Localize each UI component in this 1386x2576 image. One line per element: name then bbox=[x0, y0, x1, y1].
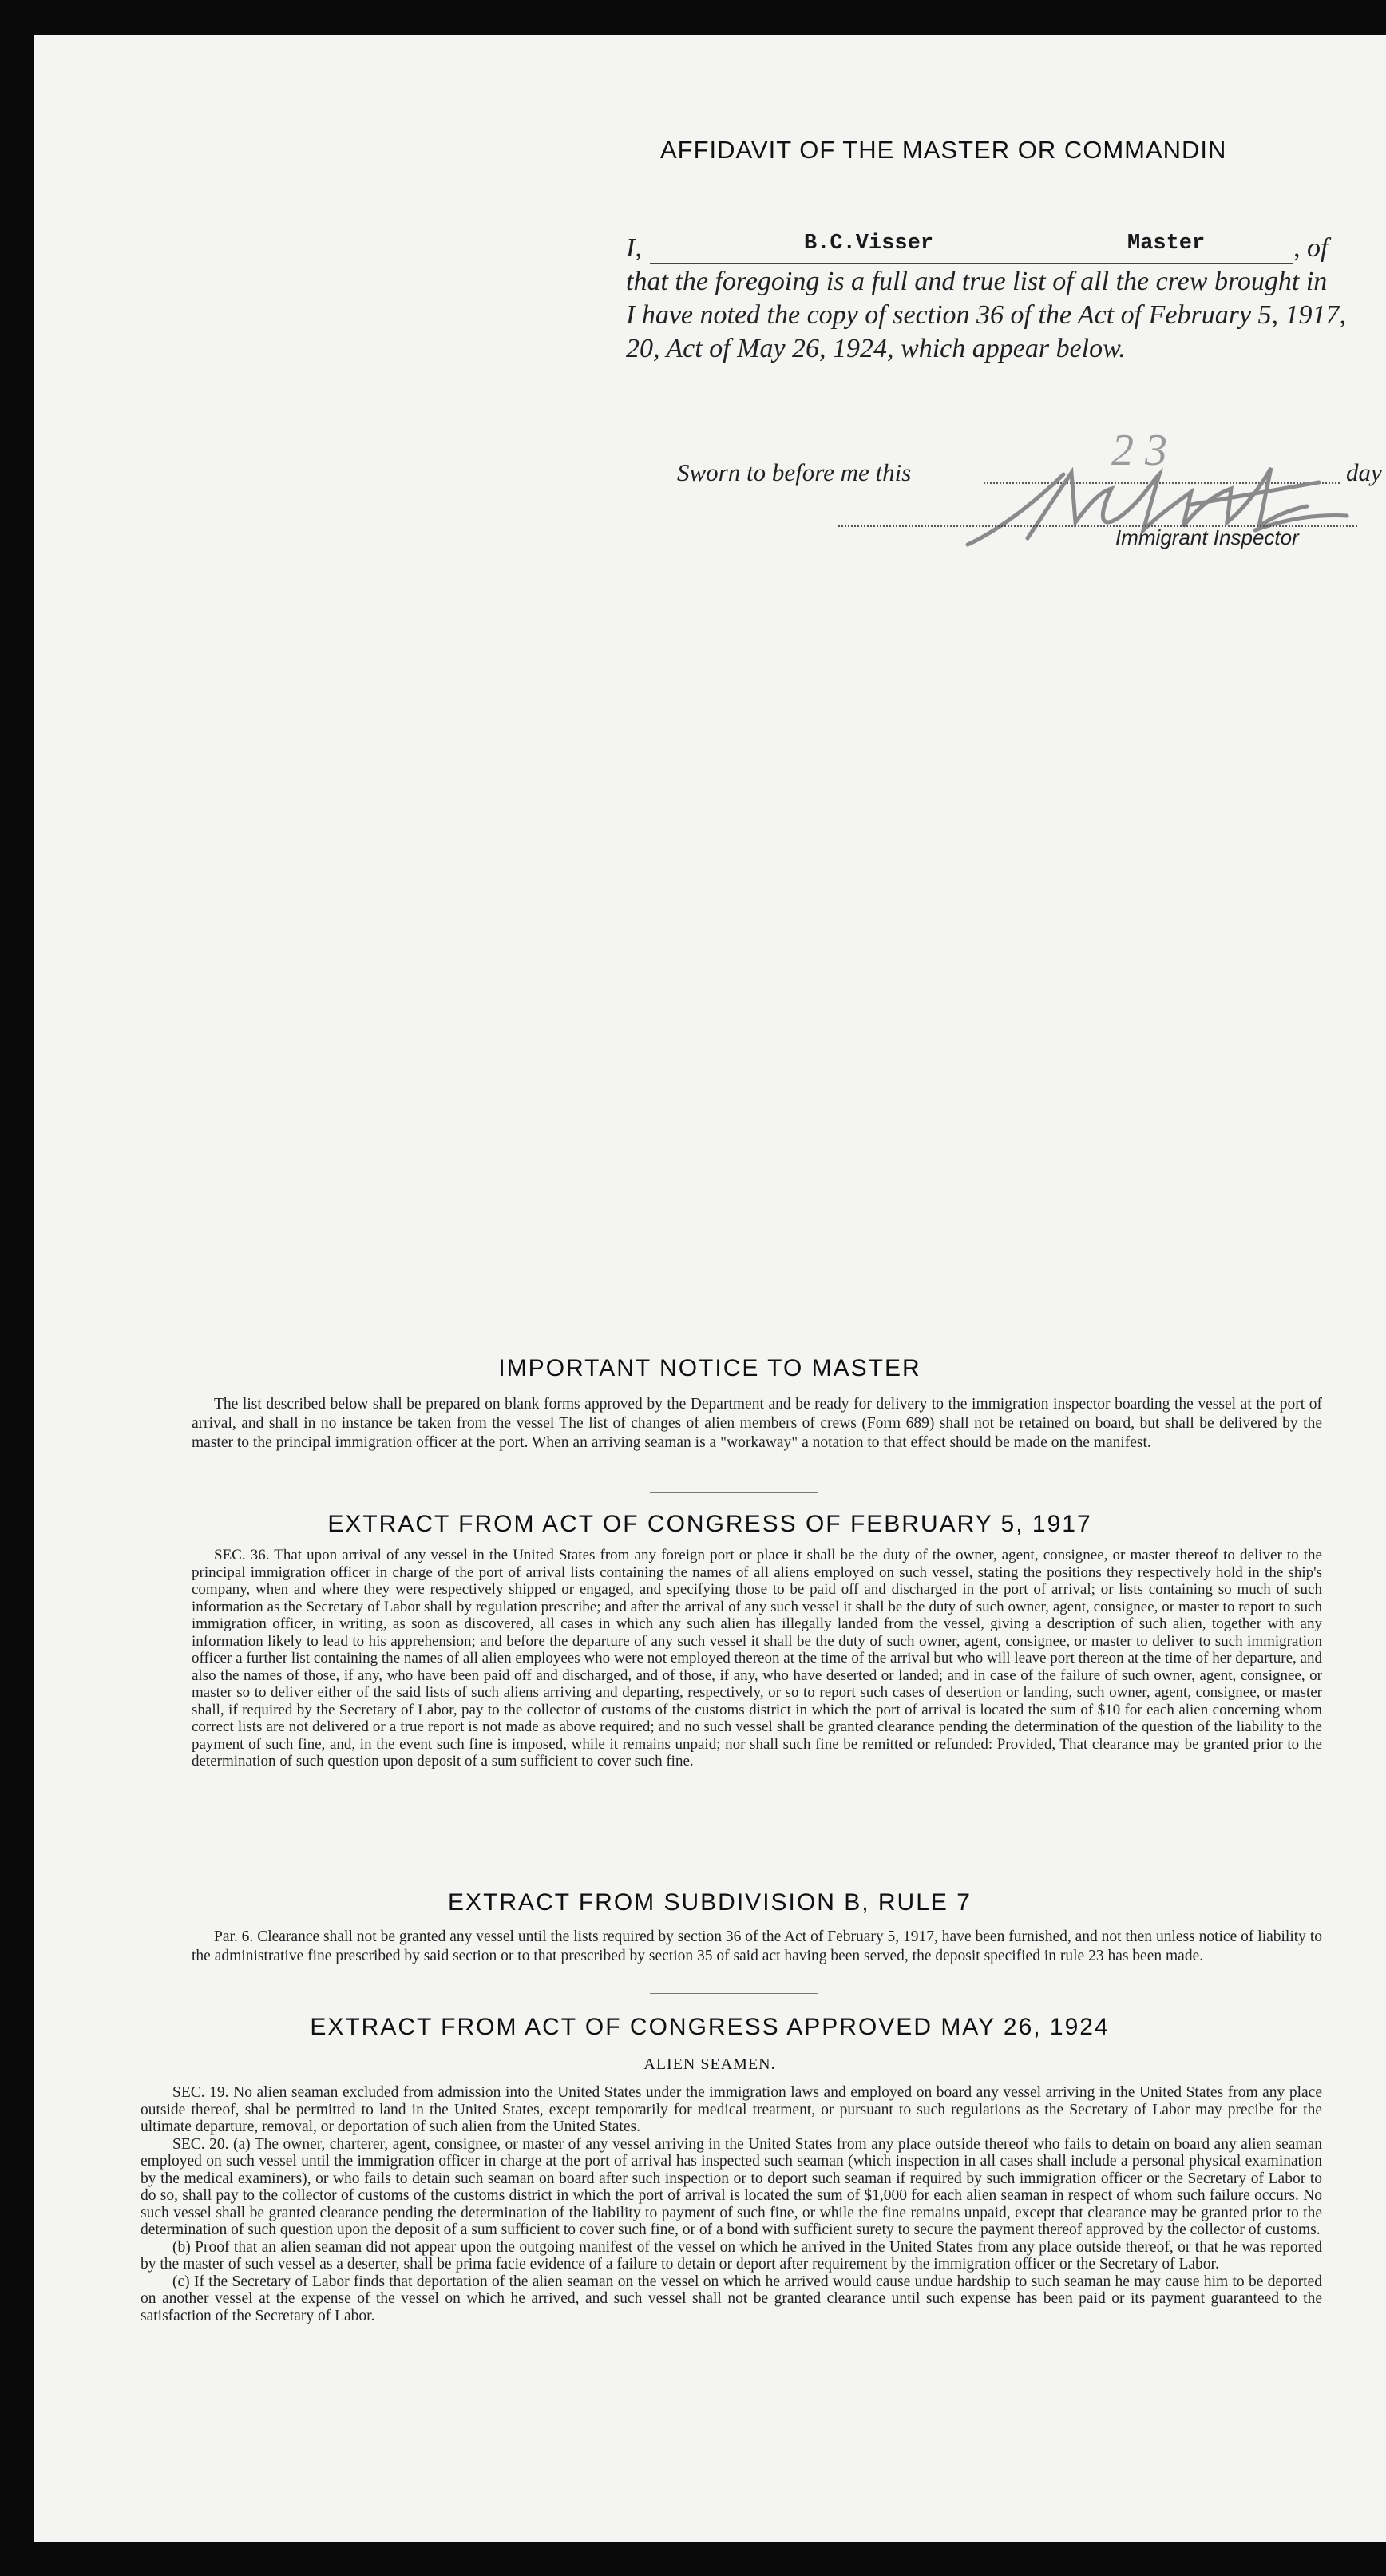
act-1924-paragraph: SEC. 20. (a) The owner, charterer, agent, consignee, or master of any vessel arriving in the United States from any place outside thereof who fails to detain on board any alien seaman employed on such vessel until the immigration officer in charge at the port of arrival has inspected such seaman (which inspection in all cases shall include a personal physical examination by the medical examiners), or who fails to detain such seaman on board after such inspection or to deport such seaman if required by such immigration officer or the Secretary of Labor to do so, shall pay to the collector of customs of the customs district in which the port of arrival is located the sum of $1,000 for each alien seaman in respect of whom such failure occurs. No such vessel shall be granted clearance pending the determination of the liability to payment of such fine, or while the fine remains unpaid, except that clearance may be granted prior to the determination of such question upon the deposit of a sum sufficient to cover such fine, or of a bond with sufficient surety to secure the payment thereof approved by the collector of customs. bbox=[141, 2135, 1322, 2238]
section-divider bbox=[650, 1993, 818, 1994]
day-text: day bbox=[1346, 458, 1382, 486]
affidavit-line2: that the foregoing is a full and true list of all the crew brought in bbox=[626, 267, 1328, 296]
document-page bbox=[34, 35, 1386, 2542]
master-name: B.C.Visser bbox=[804, 232, 934, 256]
act-1924-paragraph: (b) Proof that an alien seaman did not appear upon the outgoing manifest of the vessel on which he arrived in the United States from any place outside thereof, or that he was reported by the master of such vessel as a deserter, shall be prima facie evidence of a failure to detain or deport after requirement by the immigration officer or the Secretary of Labor. bbox=[141, 2238, 1322, 2273]
rule7-text: Par. 6. Clearance shall not be granted any vessel until the lists required by section 36 of the Act of February 5, 1917, have been furnished, and not then unless notice of liability to the administrative fine prescribed by said section or to that prescribed by section 35 of said act having been served, the deposit specified in rule 23 has been made. bbox=[192, 1928, 1322, 1964]
notice-heading: IMPORTANT NOTICE TO MASTER bbox=[498, 1355, 921, 1381]
name-underline bbox=[650, 263, 1293, 264]
act-1924-heading: EXTRACT FROM ACT OF CONGRESS APPROVED MAY 26, 1924 bbox=[310, 2014, 1110, 2040]
affidavit-title: AFFIDAVIT OF THE MASTER OR COMMANDIN bbox=[660, 136, 1227, 164]
act-1924-text bbox=[141, 2084, 1322, 2324]
act-1924-paragraph: (c) If the Secretary of Labor finds that deportation of the alien seaman on the vessel on which he arrived would cause undue hardship to such seaman he may cause him to be deported on another vessel at the expense of the vessel on which he arrived, and such vessel shall not be granted clearance until such expense has been paid or its payment guaranteed to the satisfaction of the Secretary of Labor. bbox=[141, 2273, 1322, 2324]
affidavit-line3: I have noted the copy of section 36 of the Act of February 5, 1917, bbox=[626, 300, 1347, 330]
act-1924-paragraph: SEC. 19. No alien seaman excluded from admission into the United States under the immigration laws and employed on board any vessel arriving in the United States from any place outside thereof, shal be permitted to land in the United States, except temporarily for medical treatment, or pursuant to such regulations as the Secretary of Labor may precibe for the ultimate departure, removal, or deportation of such alien from the United States. bbox=[141, 2084, 1322, 2135]
act-1917-heading: EXTRACT FROM ACT OF CONGRESS OF FEBRUARY 5, 1917 bbox=[327, 1511, 1092, 1537]
rule7-heading: EXTRACT FROM SUBDIVISION B, RULE 7 bbox=[448, 1889, 972, 1916]
sworn-text: Sworn to before me this bbox=[677, 458, 912, 486]
inspector-label: Immigrant Inspector bbox=[1115, 525, 1299, 549]
act-1924-subheading: ALIEN SEAMEN. bbox=[644, 2055, 776, 2073]
section-divider bbox=[650, 1492, 818, 1493]
master-rank: Master bbox=[1127, 232, 1206, 256]
affidavit-line4: 20, Act of May 26, 1924, which appear below. bbox=[626, 334, 1126, 363]
sworn-day: 23 bbox=[1111, 426, 1178, 475]
affidavit-prefix: I, bbox=[626, 233, 642, 263]
notice-text: The list described below shall be prepared on blank forms approved by the Department and be ready for delivery to the immigration inspector boarding the vessel at the port of arrival, and shall in no instance be taken from the vessel The list of changes of alien members of crews (Form 689) shall not be retained on board, but shall be delivered by the master to the principal immigration officer at the port. When an arriving seaman is a "workaway" a notation to that effect should be made on the manifest. bbox=[192, 1396, 1322, 1451]
act-1917-text: SEC. 36. That upon arrival of any vessel in the United States from any foreign port or place it shall be the duty of the owner, agent, consignee, or master thereof to deliver to the principal immigration officer in charge of the port of arrival lists containing the names of all aliens employed on such vessel, stating the positions they respectively hold in the ship's company, when and where they were respectively shipped or engaged, and specifying those to be paid off and discharged in the port of arrival; or lists containing so much of such information as the Secretary of Labor shall by regulation prescribe; and after the arrival of any such vessel it shall be the duty of such owner, agent, consignee, or master to report to such immigration officer, in writing, as soon as discovered, all cases in which any such alien has illegally landed from the vessel, giving a description of such alien, together with any information likely to lead to his apprehension; and before the departure of any such vessel it shall be the duty of such owner, agent, consignee, or master to deliver to such immigration officer a further list containing the names of all alien employees who were not employed thereon at the time of the arrival but who will leave port thereon at the time of her departure, and also the names of those, if any, who have been paid off and discharged, and of those, if any, who have deserted or landed; and in case of the failure of such owner, agent, consignee, or master so to deliver either of the said lists of such aliens arriving and departing, respectively, or so to report such cases of desertion or landing, such owner, agent, consignee, or master shall, if required by the Secretary of Labor, pay to the collector of customs of the customs district in which the port of arrival is located the sum of $10 for each alien concerning whom correct lists are not delivered or a true report is not made as above required; and no such vessel shall be granted clearance pending the determination of the question of the liability to the payment of such fine, and, in the event such fine is imposed, while it remains unpaid; nor shall such fine be remitted or refunded: Provided, That clearance may be granted prior to the determination of such question upon deposit of a sum sufficient to cover such fine. bbox=[192, 1547, 1322, 1770]
affidavit-line1-suffix: , of bbox=[1293, 233, 1329, 263]
